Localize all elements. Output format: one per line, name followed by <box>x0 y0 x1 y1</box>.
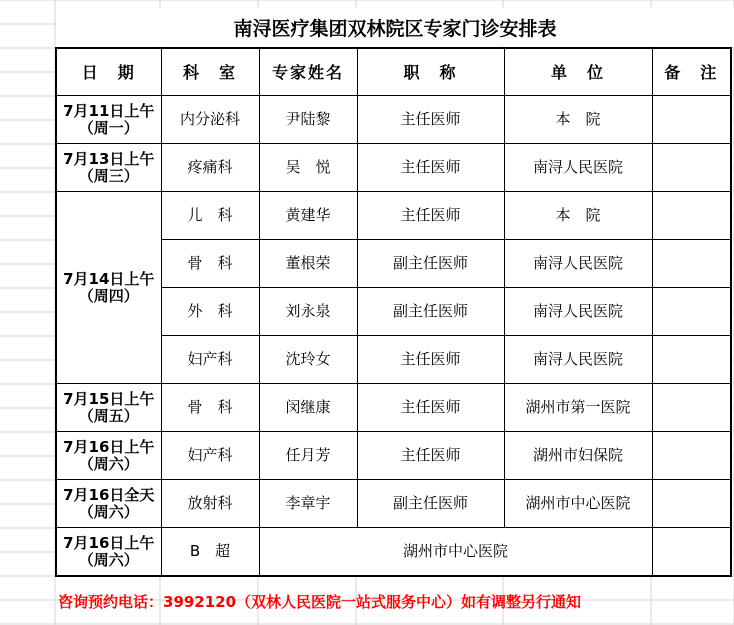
date-cell: 7月16日上午 （周六） <box>56 528 161 577</box>
date-cell: 7月11日上午 （周一） <box>56 96 161 144</box>
unit-cell: 南浔人民医院 <box>504 144 652 192</box>
notes-cell <box>652 192 731 240</box>
table-row <box>56 480 731 528</box>
table-row <box>56 192 731 240</box>
dept-cell: 外 科 <box>161 288 259 336</box>
merged-unit-cell: 湖州市中心医院 <box>259 528 652 577</box>
unit-cell: 南浔人民医院 <box>504 336 652 384</box>
dept-cell: 骨 科 <box>161 384 259 432</box>
notes-cell <box>652 288 731 336</box>
position-cell: 主任医师 <box>357 192 504 240</box>
position-cell: 主任医师 <box>357 336 504 384</box>
notes-cell <box>652 96 731 144</box>
position-cell: 主任医师 <box>357 432 504 480</box>
consultation-notice: 咨询预约电话：3992120（双林人民医院一站式服务中心）如有调整另行通知 <box>58 593 582 611</box>
notes-cell <box>652 240 731 288</box>
position-cell: 主任医师 <box>357 144 504 192</box>
header-position: 职 称 <box>357 48 504 96</box>
date-cell: 7月15日上午 （周五） <box>56 384 161 432</box>
notes-cell <box>652 528 731 577</box>
expert-cell: 董根荣 <box>259 240 357 288</box>
header-unit: 单 位 <box>504 48 652 96</box>
page-title: 南浔医疗集团双林院区专家门诊安排表 <box>56 8 734 46</box>
notes-cell <box>652 384 731 432</box>
date-cell: 7月14日上午 （周四） <box>56 192 161 384</box>
dept-cell: 内分泌科 <box>161 96 259 144</box>
expert-cell: 尹陆黎 <box>259 96 357 144</box>
header-date: 日 期 <box>56 48 161 96</box>
notes-cell <box>652 336 731 384</box>
date-cell: 7月13日上午 （周三） <box>56 144 161 192</box>
unit-cell: 湖州市第一医院 <box>504 384 652 432</box>
table-row <box>56 528 731 577</box>
schedule-table <box>55 47 732 577</box>
header-dept: 科 室 <box>161 48 259 96</box>
dept-cell: 妇产科 <box>161 336 259 384</box>
table-row <box>56 96 731 144</box>
expert-cell: 刘永泉 <box>259 288 357 336</box>
expert-cell: 李章宇 <box>259 480 357 528</box>
unit-cell: 湖州市中心医院 <box>504 480 652 528</box>
expert-cell: 闵继康 <box>259 384 357 432</box>
unit-cell: 湖州市妇保院 <box>504 432 652 480</box>
table-row <box>56 432 731 480</box>
header-row <box>56 48 731 96</box>
notes-cell <box>652 432 731 480</box>
header-notes: 备 注 <box>652 48 731 96</box>
dept-cell: 骨 科 <box>161 240 259 288</box>
dept-cell: B 超 <box>161 528 259 577</box>
date-cell: 7月16日上午 （周六） <box>56 432 161 480</box>
unit-cell: 本 院 <box>504 96 652 144</box>
dept-cell: 儿 科 <box>161 192 259 240</box>
position-cell: 副主任医师 <box>357 480 504 528</box>
table-row <box>56 384 731 432</box>
position-cell: 主任医师 <box>357 384 504 432</box>
expert-cell: 吴 悦 <box>259 144 357 192</box>
notes-cell <box>652 480 731 528</box>
notes-cell <box>652 144 731 192</box>
dept-cell: 放射科 <box>161 480 259 528</box>
expert-cell: 黄建华 <box>259 192 357 240</box>
position-cell: 主任医师 <box>357 96 504 144</box>
position-cell: 副主任医师 <box>357 288 504 336</box>
date-cell: 7月16日全天 （周六） <box>56 480 161 528</box>
unit-cell: 南浔人民医院 <box>504 240 652 288</box>
dept-cell: 妇产科 <box>161 432 259 480</box>
table-row <box>56 144 731 192</box>
position-cell: 副主任医师 <box>357 240 504 288</box>
unit-cell: 本 院 <box>504 192 652 240</box>
expert-cell: 沈玲女 <box>259 336 357 384</box>
dept-cell: 疼痛科 <box>161 144 259 192</box>
expert-cell: 任月芳 <box>259 432 357 480</box>
unit-cell: 南浔人民医院 <box>504 288 652 336</box>
header-expert: 专家姓名 <box>259 48 357 96</box>
